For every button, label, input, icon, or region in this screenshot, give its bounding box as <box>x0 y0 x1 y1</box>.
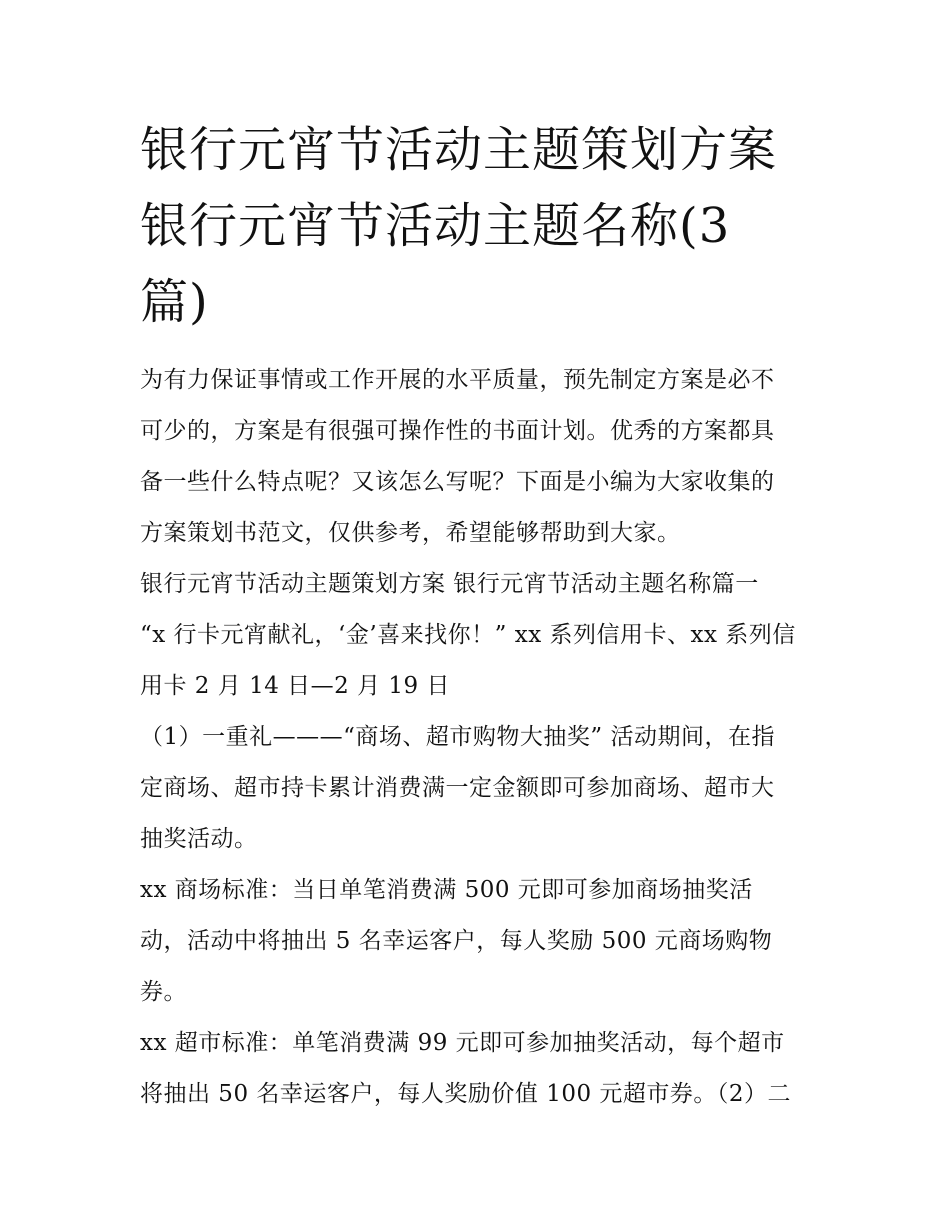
supermarket-standard-paragraph <box>140 1018 815 1120</box>
text-line: 券。 <box>140 979 187 1005</box>
text-line: 方案策划书范文，仅供参考，希望能够帮助到大家。 <box>140 520 681 546</box>
text-line: 用卡 2 月 14 日—2 月 19 日 <box>140 673 450 699</box>
text-line: 备一些什么特点呢？又该怎么写呢？下面是小编为大家收集的 <box>140 469 775 495</box>
intro-paragraph <box>140 355 815 559</box>
document-body <box>140 355 815 1120</box>
text-line: 定商场、超市持卡累计消费满一定金额即可参加商场、超市大 <box>140 775 775 801</box>
text-line: xx 商场标准：当日单笔消费满 500 元即可参加商场抽奖活 <box>140 877 753 903</box>
first-gift-paragraph <box>140 712 815 865</box>
document-title <box>140 112 820 340</box>
text-line: （1）一重礼———“商场、超市购物大抽奖” 活动期间，在指 <box>140 724 775 750</box>
text-line: 可少的，方案是有很强可操作性的书面计划。优秀的方案都具 <box>140 418 775 444</box>
title-line: 银行元宵节活动主题策划方案 <box>140 122 778 178</box>
text-line: 将抽出 50 名幸运客户，每人奖励价值 100 元超市券。（2）二 <box>140 1081 792 1107</box>
title-line: 银行元宵节活动主题名称(3 <box>140 198 731 254</box>
text-line: xx 超市标准：单笔消费满 99 元即可参加抽奖活动，每个超市 <box>140 1030 785 1056</box>
title-line: 篇) <box>140 274 209 330</box>
text-line: 抽奖活动。 <box>140 826 258 852</box>
text-line: 银行元宵节活动主题策划方案 银行元宵节活动主题名称篇一 <box>140 571 759 597</box>
text-line: “x 行卡元宵献礼，‘金’喜来找你！” xx 系列信用卡、xx 系列信 <box>140 622 796 648</box>
text-line: 动，活动中将抽出 5 名幸运客户，每人奖励 500 元商场购物 <box>140 928 773 954</box>
text-line: 为有力保证事情或工作开展的水平质量，预先制定方案是必不 <box>140 367 775 393</box>
mall-standard-paragraph <box>140 865 815 1018</box>
slogan-paragraph <box>140 610 815 712</box>
section-heading-paragraph <box>140 559 815 610</box>
